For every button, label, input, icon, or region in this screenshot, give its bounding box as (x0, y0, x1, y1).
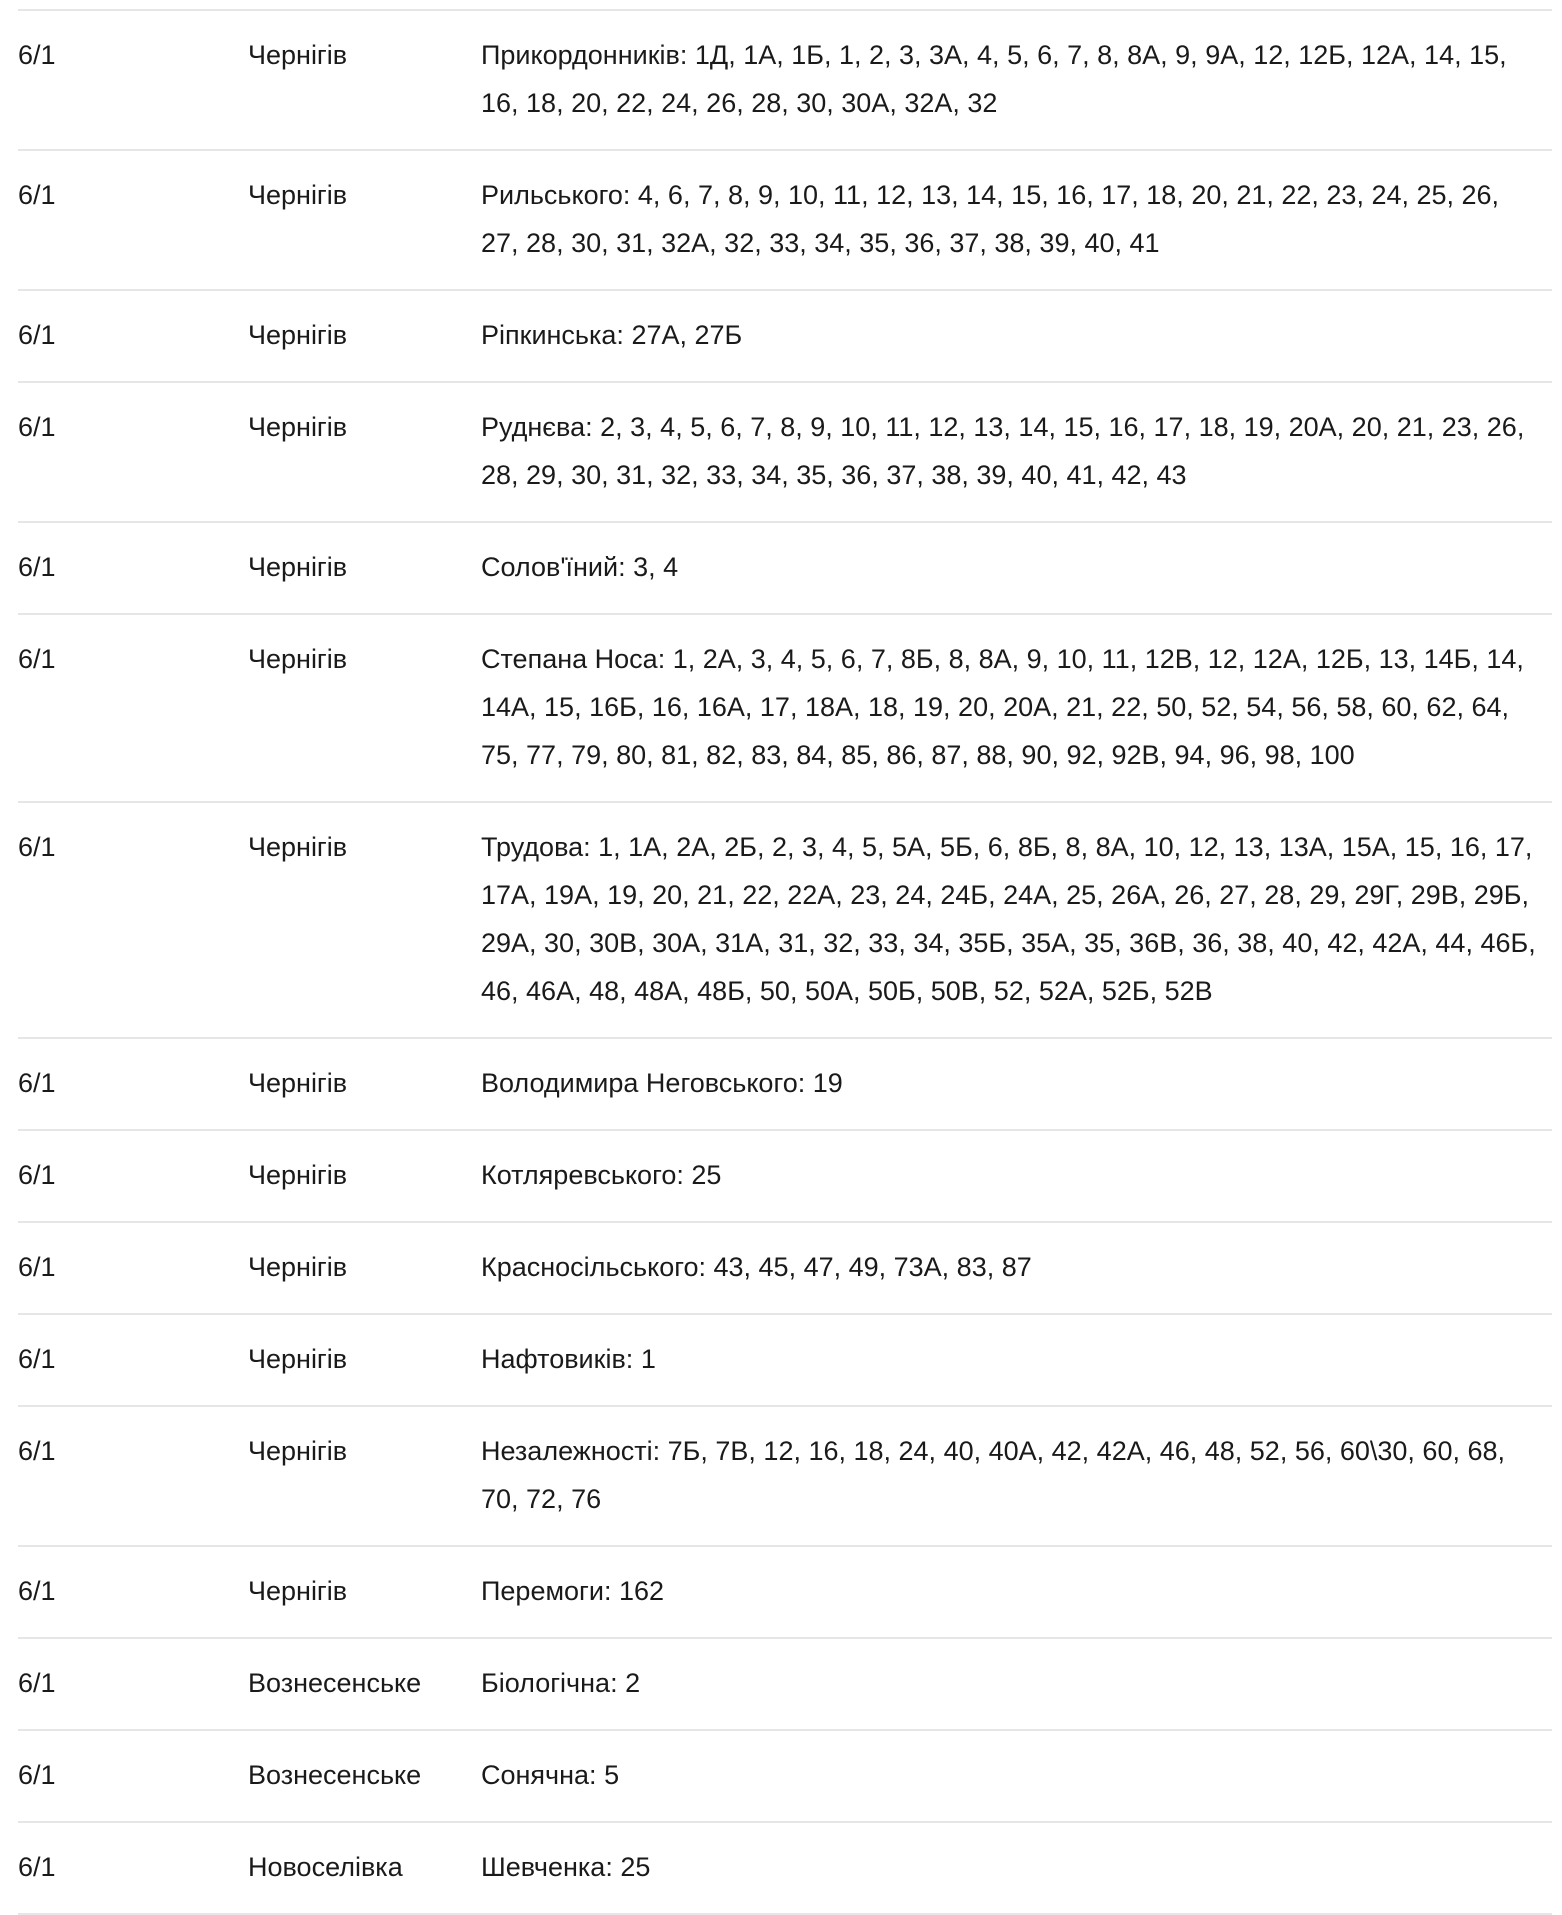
settlement-cell: Новоселівка (248, 1852, 403, 1882)
queue-cell: 6/1 (18, 1252, 56, 1282)
address-cell (481, 311, 1552, 359)
settlement-cell: Чернігів (248, 1068, 348, 1098)
street-separator: : (616, 320, 632, 350)
street-name: Перемоги (481, 1576, 604, 1606)
street-name: Ріпкинська (481, 320, 617, 350)
address-cell (481, 1427, 1552, 1523)
street-separator: : (622, 180, 638, 210)
table-row (18, 1407, 1552, 1547)
house-numbers: 5 (604, 1760, 620, 1790)
house-numbers: 1, 1А, 2А, 2Б, 2, 3, 4, 5, 5А, 5Б, 6, 8Б, 8, 8А, 10, 12, 13, 13А, 15А, 15, 16, 17, 17А, 19А, 19, 20, 21, 22, 22А, 23, 24, 24Б, 24А, 25, 26А, 26, 27, 28, 29, 29Г, 29В, 29Б, 29А, 30, 30В, 30А, 31А, 31, 32, 33, 34, 35Б, 35А, 35, 36В, 36, 38, 40, 42, 42А, 44, 46Б, 46, 46А, 48, 48А, 48Б, 50, 50А, 50Б, 50В, 52, 52А, 52Б, 52В (481, 832, 1536, 1006)
address-cell (481, 543, 1552, 591)
street-separator: : (676, 1160, 692, 1190)
address-cell (481, 1243, 1552, 1291)
house-numbers: 7Б, 7В, 12, 16, 18, 24, 40, 40А, 42, 42А, 46, 48, 52, 56, 60\30, 60, 68, 70, 72, 76 (481, 1436, 1505, 1514)
address-cell (481, 635, 1552, 779)
house-numbers: 43, 45, 47, 49, 73А, 83, 87 (713, 1252, 1032, 1282)
street-name: Прикордонників (481, 40, 680, 70)
table-row (18, 1131, 1552, 1223)
settlement-cell: Чернігів (248, 180, 348, 210)
queue-cell: 6/1 (18, 320, 56, 350)
house-numbers: 2 (625, 1668, 641, 1698)
queue-cell: 6/1 (18, 1668, 56, 1698)
address-cell (481, 1751, 1552, 1799)
settlement-cell: Чернігів (248, 644, 348, 674)
address-cell (481, 1567, 1552, 1615)
settlement-cell: Чернігів (248, 1576, 348, 1606)
address-cell (481, 31, 1552, 127)
queue-cell: 6/1 (18, 412, 56, 442)
settlement-cell: Вознесенське (248, 1760, 422, 1790)
street-name: Нафтовиків (481, 1344, 626, 1374)
street-separator: : (797, 1068, 813, 1098)
outage-schedule-table (18, 9, 1552, 1915)
queue-cell: 6/1 (18, 1068, 56, 1098)
house-numbers: 4, 6, 7, 8, 9, 10, 11, 12, 13, 14, 15, 16, 17, 18, 20, 21, 22, 23, 24, 25, 26, 27, 28, 30, 31, 32А, 32, 33, 34, 35, 36, 37, 38, 39, 40, 41 (481, 180, 1500, 258)
street-separator: : (625, 1344, 641, 1374)
table-row (18, 615, 1552, 803)
address-cell (481, 1059, 1552, 1107)
house-numbers: 2, 3, 4, 5, 6, 7, 8, 9, 10, 11, 12, 13, 14, 15, 16, 17, 18, 19, 20А, 20, 21, 23, 26, 28, 29, 30, 31, 32, 33, 34, 35, 36, 37, 38, 39, 40, 41, 42, 43 (481, 412, 1525, 490)
queue-cell: 6/1 (18, 552, 56, 582)
street-name: Незалежності (481, 1436, 653, 1466)
settlement-cell: Чернігів (248, 320, 348, 350)
settlement-cell: Чернігів (248, 832, 348, 862)
table-row (18, 523, 1552, 615)
street-name: Біологічна (481, 1668, 611, 1698)
queue-cell: 6/1 (18, 1344, 56, 1374)
queue-cell: 6/1 (18, 40, 56, 70)
table-row (18, 1315, 1552, 1407)
queue-cell: 6/1 (18, 644, 56, 674)
queue-cell: 6/1 (18, 1436, 56, 1466)
street-separator: : (679, 40, 695, 70)
settlement-cell: Вознесенське (248, 1668, 422, 1698)
street-name: Рильського (481, 180, 623, 210)
house-numbers: 19 (812, 1068, 843, 1098)
table-row (18, 1039, 1552, 1131)
street-name: Шевченка (481, 1852, 606, 1882)
house-numbers: 27А, 27Б (631, 320, 743, 350)
street-name: Трудова (481, 832, 584, 862)
address-cell (481, 823, 1552, 1015)
settlement-cell: Чернігів (248, 40, 348, 70)
settlement-cell: Чернігів (248, 1252, 348, 1282)
table-row (18, 291, 1552, 383)
address-cell (481, 1843, 1552, 1891)
house-numbers: 1, 2А, 3, 4, 5, 6, 7, 8Б, 8, 8А, 9, 10, 11, 12В, 12, 12А, 12Б, 13, 14Б, 14, 14А, 15, 16Б, 16, 16А, 17, 18А, 18, 19, 20, 20А, 21, 22, 50, 52, 54, 56, 58, 60, 62, 64, 75, 77, 79, 80, 81, 82, 83, 84, 85, 86, 87, 88, 90, 92, 92В, 94, 96, 98, 100 (481, 644, 1524, 770)
queue-cell: 6/1 (18, 180, 56, 210)
table-row (18, 1823, 1552, 1915)
queue-cell: 6/1 (18, 832, 56, 862)
table-row (18, 11, 1552, 151)
house-numbers: 3, 4 (633, 552, 679, 582)
street-name: Руднєва (481, 412, 586, 442)
house-numbers: 25 (691, 1160, 722, 1190)
street-name: Котляревського (481, 1160, 677, 1190)
queue-cell: 6/1 (18, 1760, 56, 1790)
table-row (18, 1547, 1552, 1639)
street-separator: : (610, 1668, 626, 1698)
address-cell (481, 1151, 1552, 1199)
street-name: Красносільського (481, 1252, 699, 1282)
address-cell (481, 403, 1552, 499)
table-row (18, 383, 1552, 523)
settlement-cell: Чернігів (248, 1436, 348, 1466)
street-separator: : (585, 412, 601, 442)
house-numbers: 25 (620, 1852, 651, 1882)
house-numbers: 1 (640, 1344, 656, 1374)
street-name: Сонячна (481, 1760, 590, 1790)
address-cell (481, 1335, 1552, 1383)
address-cell (481, 171, 1552, 267)
house-numbers: 1Д, 1А, 1Б, 1, 2, 3, 3А, 4, 5, 6, 7, 8, 8А, 9, 9А, 12, 12Б, 12А, 14, 15, 16, 18, 20, 22, 24, 26, 28, 30, 30А, 32А, 32 (481, 40, 1507, 118)
table-row (18, 151, 1552, 291)
settlement-cell: Чернігів (248, 412, 348, 442)
table-row (18, 803, 1552, 1039)
street-separator: : (698, 1252, 714, 1282)
street-separator: : (618, 552, 634, 582)
settlement-cell: Чернігів (248, 552, 348, 582)
address-cell (481, 1659, 1552, 1707)
street-name: Володимира Неговського (481, 1068, 798, 1098)
queue-cell: 6/1 (18, 1160, 56, 1190)
table-row (18, 1223, 1552, 1315)
street-separator: : (583, 832, 599, 862)
street-separator: : (657, 644, 673, 674)
queue-cell: 6/1 (18, 1852, 56, 1882)
table-row (18, 1731, 1552, 1823)
table-row (18, 1639, 1552, 1731)
street-name: Степана Носа (481, 644, 658, 674)
house-numbers: 162 (618, 1576, 665, 1606)
street-separator: : (605, 1852, 621, 1882)
settlement-cell: Чернігів (248, 1344, 348, 1374)
settlement-cell: Чернігів (248, 1160, 348, 1190)
street-separator: : (652, 1436, 668, 1466)
street-separator: : (603, 1576, 619, 1606)
queue-cell: 6/1 (18, 1576, 56, 1606)
street-name: Солов'їний (481, 552, 619, 582)
street-separator: : (589, 1760, 605, 1790)
